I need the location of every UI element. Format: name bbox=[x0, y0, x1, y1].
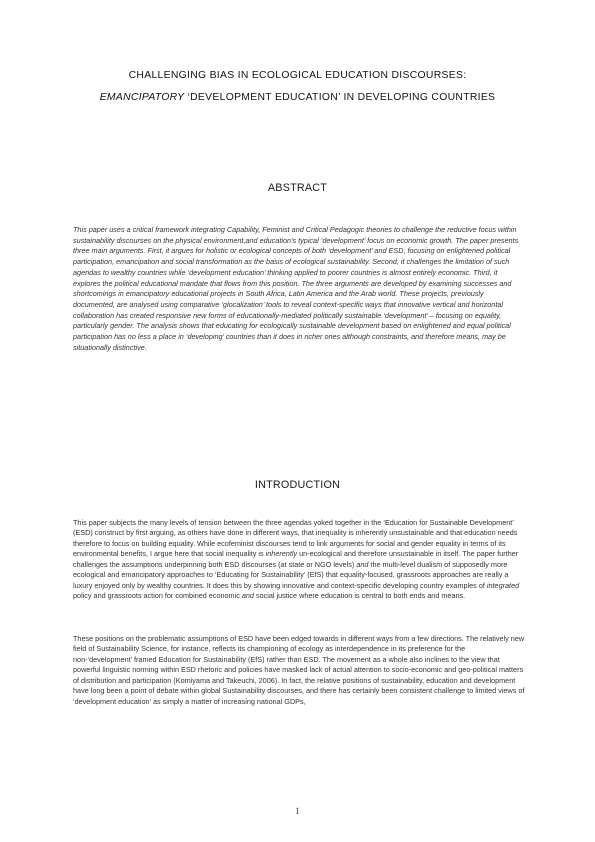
introduction-paragraph-2: These positions on the problematic assumptions of ESD have been edged towards in different ways from a few directions. The relatively new field of Sustainability Science, for instance, reflects its championing of ecology as interdependence in its preference for the non-‘development’ framed Education for Sustainability (EfS) rather than ESD. The movement as a whole also inclines to the view that powerful linguistic norming within ESD rhetoric and policies have masked lack of actual attention to socio-economic and geo-political matters of distribution and participation (Komiyama and Takeuchi, 2006). In fact, the relative positions of sustainability, education and development have long been a point of debate within global Sustainability discourses, and there has certainly been consistent challenge to limited views of ‘development education’ as simply a matter of increasing national GDPs, bbox=[73, 634, 525, 706]
paper-title-line-2 bbox=[50, 92, 545, 104]
p1-text-c: un-ecological and therefore unsustainable in itself. The paper further challenges the assumptions underpinning both ESD discourses (at state or NGO levels) bbox=[73, 549, 519, 569]
title-emphasis: EMANCIPATORY bbox=[99, 92, 185, 103]
p1-emphasis-and-1: and bbox=[356, 559, 369, 569]
p1-emphasis-integrated: integrated bbox=[486, 580, 520, 590]
title-rest: ‘DEVELOPMENT EDUCATION’ IN DEVELOPING COUNTRIES bbox=[184, 92, 496, 103]
p1-text-i: social justice where education is central to both ends and means. bbox=[253, 591, 466, 601]
p1-emphasis-inherently: inherently bbox=[265, 549, 298, 559]
paper-title-line-1: CHALLENGING BIAS IN ECOLOGICAL EDUCATION DISCOURSES: bbox=[128, 70, 467, 81]
abstract-text: This paper uses a critical framework integrating Capability, Feminist and Critical Pedagogic theories to challenge the reductive focus within sustainability discourses on the physical environment,and education’s typical ‘development’ focus on economic growth. The paper presents three main arguments. First, it argues for holistic or ecological concepts of both ‘development’ and ESD, focusing on enlightened political participation, emancipation and social transformation as the basis of ecological sustainability. Second, it challenges the limitation of such agendas to wealthy countries while ‘development education’ thinking applied to poorer countries is almost entirely economic. Third, it explores the political educational mandate that flows from this position. The three arguments are developed by examining successes and shortcomings in emancipatory educational projects in South Africa, Latin America and the Arab world. These projects, previously documented, are analysed using comparative ‘glocalization’ tools to reveal context-specific ways that innovative vertical and horizontal collaboration has created responsive new forms of educationally-mediated politically sustainable ‘development’ – focusing on equality, particularly gender. The analysis shows that educating for ecologically sustainable development based on enlightened and equal political participation has no less a place in ‘developing’ countries than it does in richer ones although constraints, and therefore means, may be situationally distinctive. bbox=[73, 225, 519, 352]
p1-text-e: the multi-level dualism of supposedly more ecological and emancipatory approaches to ‘Educating for Sustainability’ (EfS) that equality-focused, grassroots approaches are really a luxury enjoyed only by wealthy countries. It does this by showing innovative and context-specific developing country examples of bbox=[73, 559, 509, 590]
introduction-paragraph-1 bbox=[73, 518, 525, 602]
p1-text-g: policy and grassroots action for combined economic bbox=[73, 591, 242, 601]
introduction-heading: INTRODUCTION bbox=[254, 479, 341, 491]
abstract-heading: ABSTRACT bbox=[267, 182, 328, 194]
page-number: 1 bbox=[295, 806, 300, 816]
p1-emphasis-and-2: and bbox=[241, 591, 254, 601]
p1-text-a: This paper subjects the many levels of tension between the three agendas yoked together in the ‘Education for Sustainable Development’ (ESD) construct by first arguing, as others have done in different ways, that inequality is inherently unsustainable and that education needs therefore to focus on building equality. While ecofeminist discourses tend to link arguments for social and gender equality in terms of its environmental benefits, I argue here that social inequality is bbox=[73, 518, 518, 559]
